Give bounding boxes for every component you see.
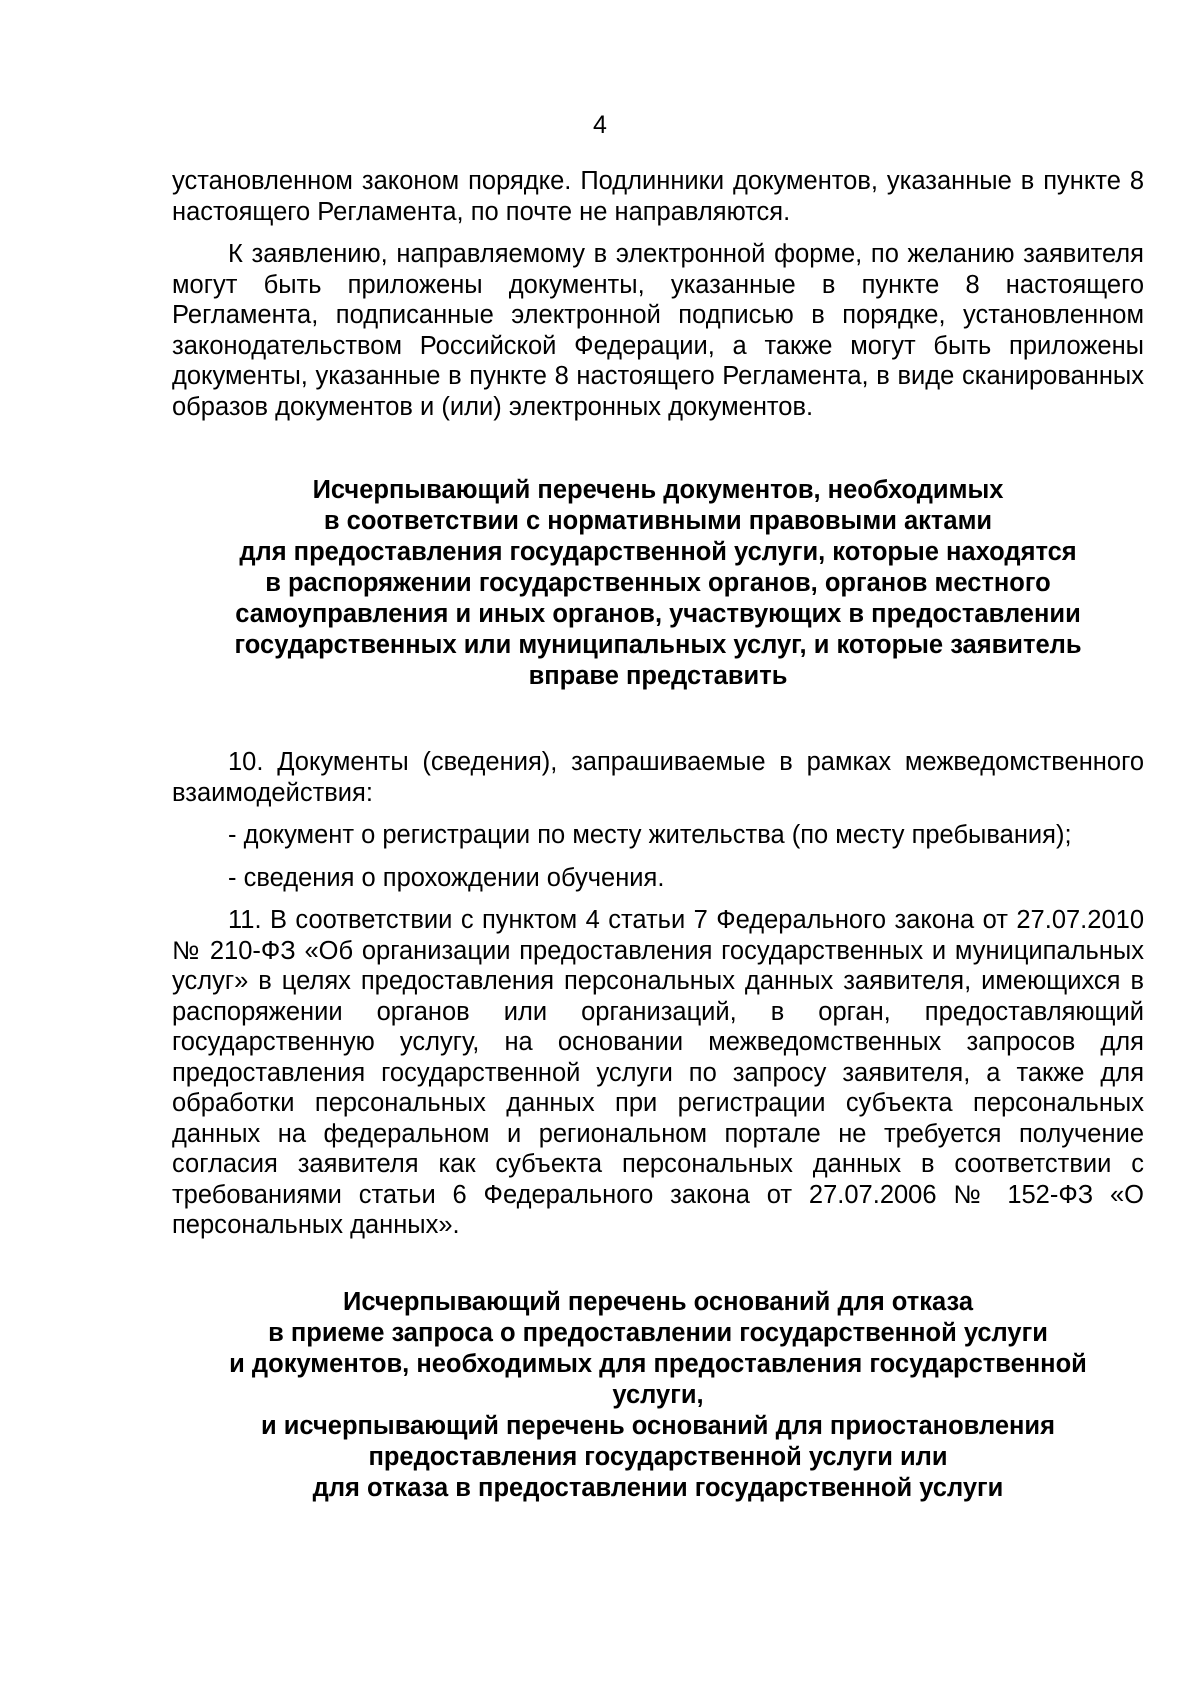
document-body [172, 166, 1144, 1504]
paragraph-continuation: установленном законом порядке. Подлинники документов, указанные в пункте 8 настоящего Регламента, по почте не направляются. [172, 167, 1144, 226]
list-item-training-info: - сведения о прохождении обучения. [228, 863, 665, 892]
section-title-refusal-grounds: Исчерпывающий перечень оснований для отказа в приеме запроса о предоставлении государственной услуги и документов, необходимых для предоставления государственной услуги, и исчерпывающий перечень оснований для приостановления предоставления государственной услуги или для отказа в предоставлении государственной услуги [229, 1287, 1087, 1502]
page-number: 4 [593, 111, 607, 139]
paragraph-electronic-form: К заявлению, направляемому в электронной форме, по желанию заявителя могут быть приложены документы, указанные в пункте 8 настоящего Регламента, подписанные электронной подписью в порядке, установленном законодательством Российской Федерации, а также могут быть приложены документы, указанные в пункте 8 настоящего Регламента, в виде сканированных образов документов и (или) электронных документов. [172, 240, 1144, 421]
paragraph-item-10: 10. Документы (сведения), запрашиваемые в рамках межведомственного взаимодействия: [172, 748, 1144, 807]
paragraph-item-11: 11. В соответствии с пунктом 4 статьи 7 Федерального закона от 27.07.2010 № 210-ФЗ «Об организации предоставления государственных и муниципальных услуг» в целях предоставления персональных данных заявителя, имеющихся в распоряжении органов или организаций, в орган, предоставляющий государственную услугу, на основании межведомственных запросов для предоставления государственной услуги по запросу заявителя, а также для обработки персональных данных при регистрации субъекта персональных данных на федеральном и региональном портале не требуется получение согласия заявителя как субъекта персональных данных в соответствии с требованиями статьи 6 Федерального закона от 27.07.2006 № 152-ФЗ «О персональных данных». [172, 906, 1144, 1239]
list-item-registration-document: - документ о регистрации по месту жительства (по месту пребывания); [228, 821, 1072, 849]
section-title-interagency-documents: Исчерпывающий перечень документов, необходимых в соответствии с нормативными правовыми актами для предоставления государственной услуги, которые находятся в распоряжении государственных органов, органов местного самоуправления и иных органов, участвующих в предоставлении государственных или муниципальных услуг, и которые заявитель вправе представить [234, 476, 1082, 690]
